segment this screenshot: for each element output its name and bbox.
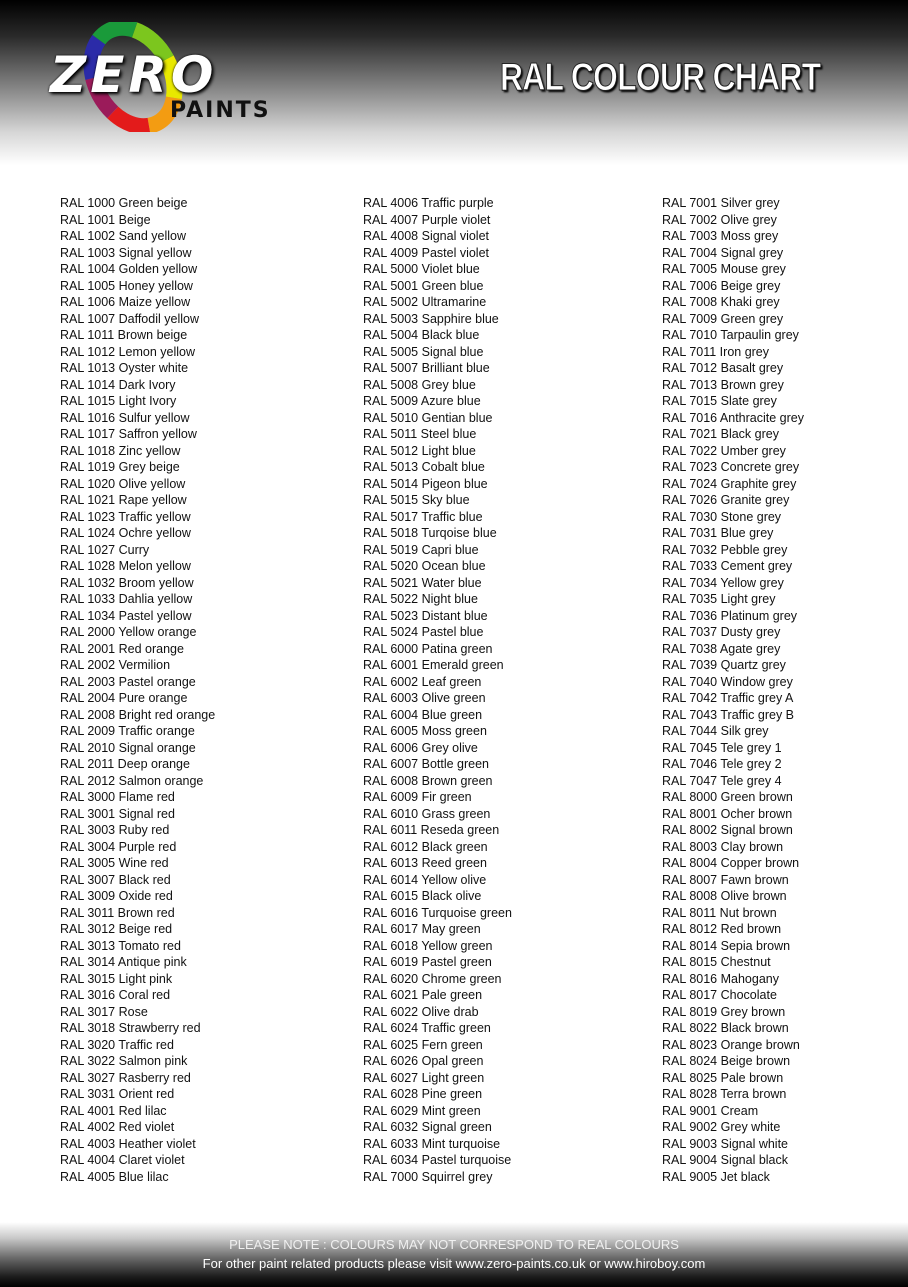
ral-colour-entry: RAL 3031 Orient red	[60, 1087, 175, 1101]
ral-colour-entry: RAL 7005 Mouse grey	[662, 262, 786, 276]
ral-colour-entry: RAL 8003 Clay brown	[662, 839, 784, 854]
ral-colour-entry: RAL 4001 Red lilac	[60, 1103, 167, 1118]
ral-colour-entry: RAL 4009 Pastel violet	[363, 245, 490, 260]
ral-colour-entry: RAL 4006 Traffic purple	[363, 196, 494, 210]
ral-colour-entry: RAL 9004 Signal black	[662, 1153, 789, 1167]
ral-colour-entry: RAL 1002 Sand yellow	[60, 229, 187, 243]
ral-colour-entry: RAL 1032 Broom yellow	[60, 575, 194, 590]
ral-colour-entry: RAL 1020 Olive yellow	[60, 476, 186, 491]
ral-colour-entry: RAL 7004 Signal grey	[662, 245, 784, 260]
ral-colour-entry: RAL 9001 Cream	[662, 1103, 759, 1118]
ral-colour-entry: RAL 7044 Silk grey	[662, 724, 769, 738]
ral-colour-entry: RAL 3015 Light pink	[60, 971, 173, 986]
ral-colour-entry: RAL 6028 Pine green	[363, 1087, 483, 1101]
ral-colour-entry: RAL 7002 Olive grey	[662, 212, 777, 227]
ral-colour-entry: RAL 6011 Reseda green	[363, 823, 500, 837]
ral-colour-entry: RAL 6006 Grey olive	[363, 740, 478, 755]
ral-colour-entry: RAL 2004 Pure orange	[60, 691, 188, 705]
ral-colour-entry: RAL 5024 Pastel blue	[363, 625, 484, 639]
colour-disclaimer: PLEASE NOTE : COLOURS MAY NOT CORRESPOND TO REAL COLOURS	[229, 1237, 679, 1252]
ral-colour-entry: RAL 5017 Traffic blue	[363, 509, 483, 524]
ral-colour-entry: RAL 1021 Rape yellow	[60, 493, 187, 507]
ral-colour-entry: RAL 6004 Blue green	[363, 707, 483, 722]
ral-colour-entry: RAL 7023 Concrete grey	[662, 460, 800, 474]
ral-colour-entry: RAL 1007 Daffodil yellow	[60, 311, 199, 326]
ral-colour-entry: RAL 6020 Chrome green	[363, 971, 502, 986]
ral-colour-entry: RAL 1028 Melon yellow	[60, 559, 191, 573]
page-header	[0, 0, 908, 165]
ral-colour-entry: RAL 1027 Curry	[60, 542, 150, 557]
ral-colour-entry: RAL 6012 Black green	[363, 839, 488, 854]
ral-colour-entry: RAL 6003 Olive green	[363, 691, 486, 705]
ral-colour-entry: RAL 7034 Yellow grey	[662, 575, 784, 590]
ral-colour-entry: RAL 6005 Moss green	[363, 724, 487, 738]
ral-colour-entry: RAL 6002 Leaf green	[363, 674, 482, 689]
ral-colour-entry: RAL 6014 Yellow olive	[363, 872, 487, 887]
ral-colour-entry: RAL 9003 Signal white	[662, 1136, 789, 1151]
ral-colour-entry: RAL 6033 Mint turquoise	[363, 1136, 501, 1151]
ral-colour-entry: RAL 8017 Chocolate	[662, 988, 777, 1002]
ral-colour-entry: RAL 3027 Rasberry red	[60, 1070, 191, 1085]
ral-colour-entry: RAL 3004 Purple red	[60, 839, 177, 854]
ral-colour-entry: RAL 7016 Anthracite grey	[662, 410, 804, 425]
ral-colour-entry: RAL 3013 Tomato red	[60, 938, 181, 953]
ral-colour-entry: RAL 3005 Wine red	[60, 856, 169, 870]
ral-colour-entry: RAL 5011 Steel blue	[363, 427, 477, 441]
ral-colour-entry: RAL 7032 Pebble grey	[662, 542, 788, 557]
ral-colour-entry: RAL 6021 Pale green	[363, 988, 483, 1002]
ral-colour-entry: RAL 8014 Sepia brown	[662, 938, 791, 953]
ral-colour-entry: RAL 1034 Pastel yellow	[60, 608, 192, 623]
ral-colour-entry: RAL 5005 Signal blue	[363, 344, 484, 359]
ral-colour-entry: RAL 1013 Oyster white	[60, 361, 189, 375]
ral-colour-entry: RAL 7009 Green grey	[662, 311, 784, 326]
ral-colour-entry: RAL 1001 Beige	[60, 212, 151, 227]
ral-colour-entry: RAL 4005 Blue lilac	[60, 1169, 169, 1184]
ral-colour-entry: RAL 5000 Violet blue	[363, 262, 480, 276]
ral-colour-entry: RAL 4002 Red violet	[60, 1120, 175, 1134]
ral-colour-entry: RAL 3007 Black red	[60, 872, 171, 887]
ral-colour-entry: RAL 8023 Orange brown	[662, 1037, 800, 1052]
ral-colour-entry: RAL 6016 Turquoise green	[363, 905, 512, 920]
ral-colour-entry: RAL 6001 Emerald green	[363, 658, 504, 672]
ral-colour-entry: RAL 5012 Light blue	[363, 443, 476, 458]
zero-paints-logo	[45, 22, 295, 132]
ral-colour-entry: RAL 5009 Azure blue	[363, 394, 481, 408]
ral-colour-entry: RAL 1016 Sulfur yellow	[60, 410, 190, 425]
ral-colour-entry: RAL 8008 Olive brown	[662, 889, 787, 903]
ral-colour-entry: RAL 4008 Signal violet	[363, 229, 490, 243]
ral-colour-entry: RAL 7015 Slate grey	[662, 394, 777, 408]
ral-colour-entry: RAL 3020 Traffic red	[60, 1037, 174, 1052]
ral-colour-entry: RAL 7012 Basalt grey	[662, 361, 784, 375]
ral-colour-entry: RAL 6010 Grass green	[363, 806, 491, 821]
ral-colour-entry: RAL 7033 Cement grey	[662, 559, 793, 573]
ral-colour-entry: RAL 1011 Brown beige	[60, 328, 188, 342]
page-footer	[0, 1222, 908, 1287]
ral-colour-entry: RAL 7045 Tele grey 1	[662, 740, 782, 755]
ral-colour-entry: RAL 1004 Golden yellow	[60, 262, 198, 276]
colour-list-column-1	[60, 195, 215, 1185]
ral-colour-entry: RAL 1033 Dahlia yellow	[60, 592, 193, 606]
ral-colour-entry: RAL 5023 Distant blue	[363, 608, 488, 623]
ral-colour-entry: RAL 8002 Signal brown	[662, 823, 793, 837]
ral-colour-entry: RAL 1003 Signal yellow	[60, 245, 192, 260]
ral-colour-entry: RAL 6024 Traffic green	[363, 1021, 491, 1035]
ral-colour-entry: RAL 8015 Chestnut	[662, 955, 771, 969]
ral-colour-entry: RAL 1006 Maize yellow	[60, 295, 191, 309]
ral-colour-entry: RAL 2011 Deep orange	[60, 757, 190, 771]
ral-colour-entry: RAL 5002 Ultramarine	[363, 295, 487, 309]
ral-colour-entry: RAL 1017 Saffron yellow	[60, 427, 197, 441]
ral-colour-entry: RAL 6026 Opal green	[363, 1054, 484, 1068]
ral-colour-entry: RAL 3009 Oxide red	[60, 889, 173, 903]
ral-colour-entry: RAL 7026 Granite grey	[662, 493, 790, 507]
ral-colour-entry: RAL 7008 Khaki grey	[662, 295, 780, 309]
ral-colour-entry: RAL 8016 Mahogany	[662, 971, 779, 986]
ral-colour-entry: RAL 2002 Vermilion	[60, 658, 171, 672]
ral-colour-entry: RAL 6013 Reed green	[363, 856, 487, 870]
ral-colour-entry: RAL 1015 Light Ivory	[60, 394, 177, 408]
ral-colour-entry: RAL 7024 Graphite grey	[662, 476, 797, 491]
ral-colour-entry: RAL 6008 Brown green	[363, 773, 493, 788]
logo-word: ZERO	[50, 46, 218, 104]
ral-colour-entry: RAL 3017 Rose	[60, 1004, 148, 1019]
ral-colour-entry: RAL 6032 Signal green	[363, 1120, 492, 1134]
ral-colour-entry: RAL 1018 Zinc yellow	[60, 443, 181, 458]
ral-colour-entry: RAL 6009 Fir green	[363, 790, 472, 804]
ral-colour-entry: RAL 9005 Jet black	[662, 1169, 770, 1184]
page-title: RAL COLOUR CHART	[500, 56, 821, 99]
ral-colour-entry: RAL 8024 Beige brown	[662, 1054, 791, 1068]
ral-colour-entry: RAL 4003 Heather violet	[60, 1136, 196, 1151]
ral-colour-entry: RAL 7030 Stone grey	[662, 509, 782, 524]
ral-colour-entry: RAL 3001 Signal red	[60, 806, 175, 821]
ral-colour-entry: RAL 6015 Black olive	[363, 889, 482, 903]
ral-colour-entry: RAL 5020 Ocean blue	[363, 559, 486, 573]
ral-colour-entry: RAL 5019 Capri blue	[363, 542, 479, 557]
ral-colour-entry: RAL 7010 Tarpaulin grey	[662, 328, 799, 342]
ral-colour-entry: RAL 3018 Strawberry red	[60, 1021, 201, 1035]
ral-colour-entry: RAL 6007 Bottle green	[363, 757, 490, 771]
ral-colour-entry: RAL 7047 Tele grey 4	[662, 773, 782, 788]
ral-colour-entry: RAL 6022 Olive drab	[363, 1004, 479, 1019]
ral-colour-entry: RAL 7040 Window grey	[662, 674, 793, 689]
ral-colour-entry: RAL 7031 Blue grey	[662, 526, 774, 540]
ral-colour-entry: RAL 8022 Black brown	[662, 1021, 789, 1035]
colour-list-column-2	[363, 195, 512, 1185]
website-note: For other paint related products please visit www.zero-paints.co.uk or www.hiroboy.com	[202, 1256, 706, 1271]
ral-colour-entry: RAL 8004 Copper brown	[662, 856, 800, 870]
ral-colour-entry: RAL 5018 Turqoise blue	[363, 526, 497, 540]
ral-colour-entry: RAL 5022 Night blue	[363, 592, 478, 606]
ral-colour-entry: RAL 7022 Umber grey	[662, 443, 786, 458]
ral-colour-entry: RAL 5008 Grey blue	[363, 377, 476, 392]
ral-colour-entry: RAL 5015 Sky blue	[363, 493, 470, 507]
ral-colour-entry: RAL 2009 Traffic orange	[60, 724, 195, 738]
ral-colour-entry: RAL 1005 Honey yellow	[60, 278, 193, 293]
ral-colour-entry: RAL 8000 Green brown	[662, 790, 793, 804]
ral-colour-entry: RAL 7043 Traffic grey B	[662, 707, 795, 722]
ral-colour-entry: RAL 5001 Green blue	[363, 278, 484, 293]
colour-list-column-3	[662, 195, 804, 1185]
ral-colour-entry: RAL 8011 Nut brown	[662, 905, 777, 920]
ral-colour-entry: RAL 2010 Signal orange	[60, 740, 196, 755]
ral-colour-entry: RAL 7003 Moss grey	[662, 229, 779, 243]
ral-colour-entry: RAL 3022 Salmon pink	[60, 1054, 188, 1068]
ral-colour-entry: RAL 3003 Ruby red	[60, 823, 170, 837]
ral-colour-entry: RAL 7006 Beige grey	[662, 278, 781, 293]
ral-colour-entry: RAL 7037 Dusty grey	[662, 625, 781, 639]
ral-colour-entry: RAL 3012 Beige red	[60, 922, 173, 936]
ral-colour-entry: RAL 2001 Red orange	[60, 641, 184, 656]
ral-colour-entry: RAL 8019 Grey brown	[662, 1004, 786, 1019]
ral-colour-entry: RAL 7021 Black grey	[662, 427, 779, 441]
ral-colour-entry: RAL 4007 Purple violet	[363, 212, 491, 227]
ral-colour-entry: RAL 5007 Brilliant blue	[363, 361, 490, 375]
ral-colour-entry: RAL 7042 Traffic grey A	[662, 691, 794, 705]
ral-colour-entry: RAL 1012 Lemon yellow	[60, 344, 196, 359]
ral-colour-entry: RAL 5021 Water blue	[363, 575, 482, 590]
ral-colour-entry: RAL 5010 Gentian blue	[363, 410, 493, 425]
ral-colour-entry: RAL 1023 Traffic yellow	[60, 509, 191, 524]
ral-colour-entry: RAL 7000 Squirrel grey	[363, 1169, 493, 1184]
ral-colour-entry: RAL 7011 Iron grey	[662, 344, 770, 359]
ral-colour-entry: RAL 5003 Sapphire blue	[363, 311, 499, 326]
ral-colour-entry: RAL 8001 Ocher brown	[662, 806, 793, 821]
ral-colour-entry: RAL 5013 Cobalt blue	[363, 460, 485, 474]
ral-colour-entry: RAL 8012 Red brown	[662, 922, 782, 936]
ral-colour-entry: RAL 2008 Bright red orange	[60, 707, 216, 722]
ral-colour-entry: RAL 3000 Flame red	[60, 790, 175, 804]
ral-colour-entry: RAL 1000 Green beige	[60, 196, 188, 210]
ral-colour-entry: RAL 6019 Pastel green	[363, 955, 492, 969]
ral-colour-entry: RAL 8028 Terra brown	[662, 1087, 787, 1101]
ral-colour-entry: RAL 9002 Grey white	[662, 1120, 781, 1134]
ral-colour-entry: RAL 6025 Fern green	[363, 1037, 483, 1052]
ral-colour-entry: RAL 6018 Yellow green	[363, 938, 493, 953]
ral-colour-entry: RAL 6029 Mint green	[363, 1103, 481, 1118]
ral-colour-entry: RAL 7013 Brown grey	[662, 377, 784, 392]
ral-colour-entry: RAL 3016 Coral red	[60, 988, 171, 1002]
ral-colour-entry: RAL 6017 May green	[363, 922, 481, 936]
ral-colour-entry: RAL 1019 Grey beige	[60, 460, 180, 474]
ral-colour-entry: RAL 7038 Agate grey	[662, 641, 781, 656]
ral-colour-entry: RAL 2000 Yellow orange	[60, 625, 197, 639]
logo-subword: PAINTS	[170, 98, 271, 123]
ral-colour-entry: RAL 7046 Tele grey 2	[662, 757, 782, 771]
ral-colour-entry: RAL 4004 Claret violet	[60, 1153, 185, 1167]
ral-colour-entry: RAL 8025 Pale brown	[662, 1070, 784, 1085]
ral-colour-entry: RAL 3011 Brown red	[60, 905, 175, 920]
ral-colour-entry: RAL 6034 Pastel turquoise	[363, 1153, 512, 1167]
ral-colour-entry: RAL 7039 Quartz grey	[662, 658, 786, 672]
ral-colour-entry: RAL 2003 Pastel orange	[60, 674, 196, 689]
ral-colour-entry: RAL 6027 Light green	[363, 1070, 485, 1085]
ral-colour-entry: RAL 2012 Salmon orange	[60, 773, 204, 788]
ral-colour-entry: RAL 7035 Light grey	[662, 592, 776, 606]
ral-colour-entry: RAL 3014 Antique pink	[60, 955, 187, 969]
ral-colour-entry: RAL 1024 Ochre yellow	[60, 526, 191, 540]
ral-colour-entry: RAL 5004 Black blue	[363, 328, 480, 342]
ral-colour-entry: RAL 5014 Pigeon blue	[363, 476, 488, 491]
ral-colour-entry: RAL 1014 Dark Ivory	[60, 377, 176, 392]
ral-colour-entry: RAL 6000 Patina green	[363, 641, 493, 656]
ral-colour-entry: RAL 8007 Fawn brown	[662, 872, 789, 887]
ral-colour-entry: RAL 7001 Silver grey	[662, 196, 780, 210]
ral-colour-entry: RAL 7036 Platinum grey	[662, 608, 798, 623]
